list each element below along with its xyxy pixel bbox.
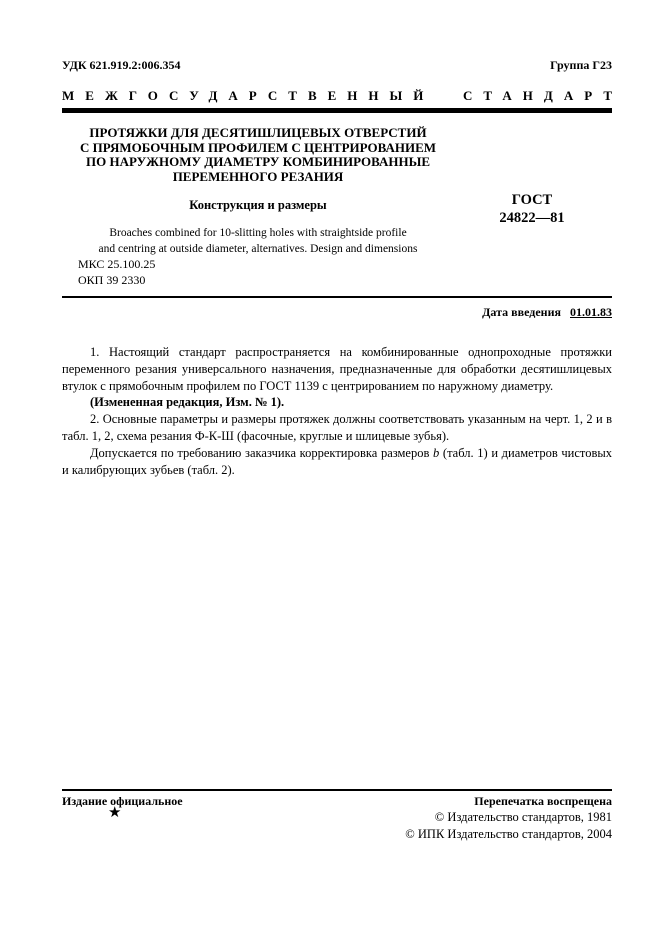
document-subtitle: Конструкция и размеры [189, 198, 327, 212]
english-title-line-2: and centring at outside diameter, alternatives. Design and dimensions [98, 242, 418, 255]
effective-date-value: 01.01.83 [570, 305, 612, 319]
effective-date-label: Дата введения [482, 305, 561, 319]
english-title [62, 226, 454, 257]
paragraph-3-variable: b [433, 445, 440, 460]
udk-code: УДК 621.919.2:006.354 [62, 58, 181, 72]
title-line-4: ПЕРЕМЕННОГО РЕЗАНИЯ [172, 168, 344, 184]
header-divider-bar [62, 108, 612, 113]
spacer [564, 305, 567, 319]
gost-label: ГОСТ [511, 192, 553, 208]
standard-word-1: МЕЖГОСУДАРСТВЕННЫЙ [62, 88, 435, 103]
title-line-2: С ПРЯМОБОЧНЫМ ПРОФИЛЕМ С ЦЕНТРИРОВАНИЕМ [79, 139, 437, 155]
title-line-1: ПРОТЯЖКИ ДЛЯ ДЕСЯТИШЛИЦЕВЫХ ОТВЕРСТИЙ [89, 125, 427, 140]
paragraph-3-pre: Допускается по требованию заказчика корректировка размеров [90, 445, 434, 460]
gost-number: 24822—81 [499, 209, 565, 226]
reprint-prohibited-label: Перепечатка воспрещена [474, 794, 612, 808]
title-line-3: ПО НАРУЖНОМУ ДИАМЕТРУ КОМБИНИРОВАННЫЕ [85, 154, 431, 170]
udk-group-row [62, 58, 612, 73]
footer-row [62, 794, 612, 809]
paragraph-2: 2. Основные параметры и размеры протяжек должны соответствовать указанным на черт. 1, 2 и в табл. 1, 2, схема резания Ф-К-Ш (фасочные, круглые и шлицевые зубья). [62, 412, 612, 443]
body-text [62, 344, 612, 478]
star-icon: ★ [108, 805, 122, 821]
effective-date-row [62, 305, 612, 320]
copyright-block [62, 809, 612, 843]
classification-codes [78, 257, 155, 288]
copyright-line-1: © Издательство стандартов, 1981 [434, 810, 612, 824]
standard-designation [452, 192, 612, 227]
copyright-line-2: © ИПК Издательство стандартов, 2004 [405, 827, 612, 841]
paragraph-3-post: (табл. 1) и диаметров чистовых и калибрующих зубьев (табл. 2). [62, 445, 612, 477]
standard-word-2: СТАНДАРТ [462, 88, 623, 103]
mks-code: МКС 25.100.25 [78, 257, 156, 271]
document-title [62, 126, 454, 184]
standard-type-heading [62, 88, 623, 104]
amendment-note: (Измененная редакция, Изм. № 1). [90, 395, 285, 410]
paragraph-1: 1. Настоящий стандарт распространяется на комбинированные однопроходные протяжки переменного резания универсального назначения, предназначенные для обработки десятишлицевых втулок с прямобочным профилем по ГОСТ 1139 с центрированием по наружному диаметру. [62, 345, 612, 393]
okp-code: ОКП 39 2330 [78, 272, 146, 287]
paragraph-3 [62, 445, 612, 479]
date-divider-rule [62, 296, 612, 298]
official-edition-label: Издание официальное [62, 794, 183, 808]
english-title-line-1: Broaches combined for 10-slitting holes with straightside profile [109, 227, 407, 239]
group-code: Группа Г23 [550, 58, 612, 72]
footer-divider-rule [62, 789, 612, 791]
